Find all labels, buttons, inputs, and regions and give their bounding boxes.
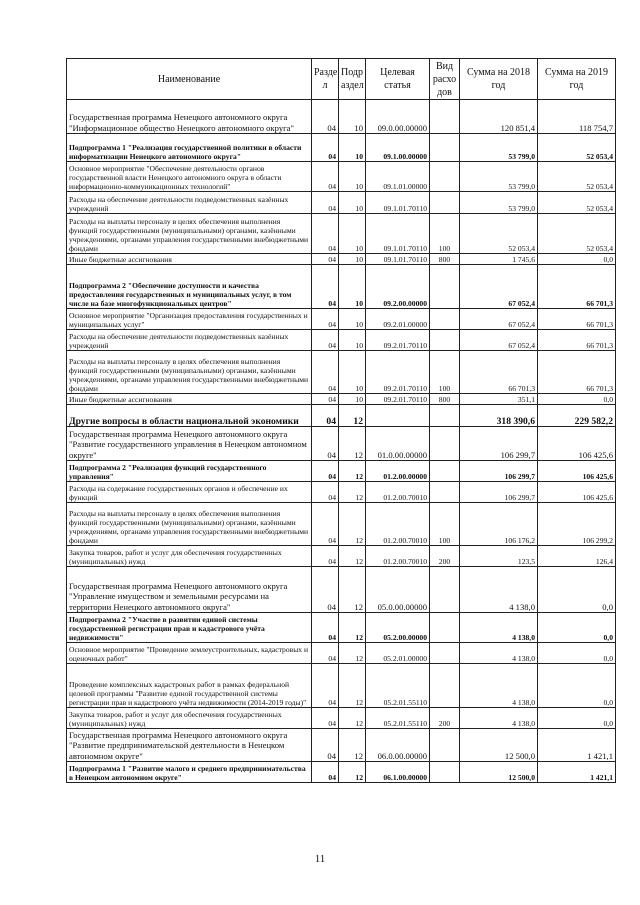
row-sum-2018: 53 799,0: [460, 192, 538, 214]
row-sum-2019: 52 053,4: [538, 192, 616, 214]
row-sum-2018: 52 053,4: [460, 214, 538, 254]
row-sum-2018: 67 052,4: [460, 309, 538, 330]
row-subsection: 12: [339, 482, 366, 503]
row-sum-2019: 118 754,7: [538, 100, 616, 134]
row-section: 04: [312, 192, 339, 214]
row-sum-2019: 0,0: [538, 254, 616, 265]
row-sum-2018: 4 138,0: [460, 664, 538, 708]
row-sum-2018: 53 799,0: [460, 162, 538, 192]
row-sum-2018: 4 138,0: [460, 567, 538, 613]
row-name: Подпрограмма 1 "Реализация государственной политики в области информатизации Ненецкого автономного округа": [67, 134, 312, 162]
row-name: Государственная программа Ненецкого автономного округа "Развитие предпринимательской деятельности в Ненецком автономном округе": [67, 729, 312, 762]
row-subsection: 10: [339, 351, 366, 394]
row-sum-2019: 66 701,3: [538, 351, 616, 394]
row-target: 01.2.00.70010: [366, 482, 430, 503]
row-section: 04: [312, 461, 339, 482]
row-subsection: 10: [339, 162, 366, 192]
row-expense-type: 200: [430, 546, 460, 567]
row-name: Расходы на выплаты персоналу в целях обеспечения выполнения функций государственными (муниципальными) органами, казёнными учреждениями, органами управления государственными внебюджетными фондами: [67, 503, 312, 546]
row-sum-2018: 1 745,6: [460, 254, 538, 265]
row-name: Иные бюджетные ассигнования: [67, 394, 312, 405]
header-sum-2018: Сумма на 2018 год: [460, 59, 538, 100]
row-name: Расходы на обеспечение деятельности подведомственных казённых учреждений: [67, 192, 312, 214]
row-sum-2018: 53 799,0: [460, 134, 538, 162]
row-expense-type: [430, 613, 460, 643]
header-sum-2019: Сумма на 2019 год: [538, 59, 616, 100]
header-section: Разде л: [312, 59, 339, 100]
row-target: 09.2.01.70110: [366, 330, 430, 351]
header-expense-type: Вид расхо дов: [430, 59, 460, 100]
row-subsection: 12: [339, 762, 366, 783]
row-expense-type: 800: [430, 394, 460, 405]
row-target: 09.2.01.70110: [366, 394, 430, 405]
row-target: 01.2.00.00000: [366, 461, 430, 482]
table-row: [67, 330, 616, 351]
row-target: [366, 405, 430, 427]
page-number: 11: [314, 853, 326, 865]
table-row: [67, 762, 616, 783]
row-name: Иные бюджетные ассигнования: [67, 254, 312, 265]
row-subsection: 12: [339, 461, 366, 482]
budget-table: [66, 58, 616, 783]
row-subsection: 12: [339, 729, 366, 762]
table-row: [67, 503, 616, 546]
row-subsection: 10: [339, 330, 366, 351]
row-sum-2018: 67 052,4: [460, 265, 538, 309]
table-row: [67, 613, 616, 643]
header-name: Наименование: [67, 59, 312, 100]
row-section: 04: [312, 134, 339, 162]
row-sum-2018: 4 138,0: [460, 643, 538, 664]
row-name: Подпрограмма 1 "Развитие малого и среднего предпринимательства в Ненецком автономном округе": [67, 762, 312, 783]
table-row: [67, 351, 616, 394]
row-expense-type: [430, 100, 460, 134]
table-row: [67, 265, 616, 309]
row-section: 04: [312, 643, 339, 664]
header-target: Целевая статья: [366, 59, 430, 100]
row-sum-2019: 66 701,3: [538, 265, 616, 309]
row-subsection: 12: [339, 546, 366, 567]
row-name: Проведение комплексных кадастровых работ в рамках федеральной целевой программы "Развитие единой государственной системы регистрации прав и кадастрового учёта недвижимости (2014-2019 годы)": [67, 664, 312, 708]
row-target: 09.1.01.70110: [366, 254, 430, 265]
row-sum-2019: 66 701,3: [538, 330, 616, 351]
row-sum-2019: 0,0: [538, 394, 616, 405]
row-expense-type: [430, 461, 460, 482]
table-row: [67, 546, 616, 567]
row-name: Подпрограмма 2 "Участие в развитии единой системы государственной регистрации прав и кадастрового учёта недвижимости": [67, 613, 312, 643]
row-target: 09.2.01.70110: [366, 351, 430, 394]
row-sum-2019: 106 425,6: [538, 461, 616, 482]
row-expense-type: [430, 309, 460, 330]
row-subsection: 12: [339, 427, 366, 461]
row-name: Основное мероприятие "Проведение землеустроительных, кадастровых и оценочных работ": [67, 643, 312, 664]
row-sum-2018: 67 052,4: [460, 330, 538, 351]
header-subsection: Подр аздел: [339, 59, 366, 100]
row-expense-type: [430, 762, 460, 783]
row-target: 05.0.00.00000: [366, 567, 430, 613]
row-name: Другие вопросы в области национальной экономики: [67, 405, 312, 427]
row-expense-type: 100: [430, 351, 460, 394]
row-target: 05.2.01.55110: [366, 664, 430, 708]
table-row: [67, 708, 616, 729]
table-row: [67, 162, 616, 192]
row-target: 05.2.01.55110: [366, 708, 430, 729]
row-section: 04: [312, 254, 339, 265]
row-name: Расходы на содержание государственных органов и обеспечение их функций: [67, 482, 312, 503]
row-sum-2019: 0,0: [538, 708, 616, 729]
row-section: 04: [312, 309, 339, 330]
row-subsection: 10: [339, 134, 366, 162]
row-sum-2019: 126,4: [538, 546, 616, 567]
table-row: [67, 643, 616, 664]
row-sum-2019: 0,0: [538, 664, 616, 708]
row-sum-2019: 0,0: [538, 567, 616, 613]
row-target: 06.0.00.00000: [366, 729, 430, 762]
row-sum-2018: 106 299,7: [460, 482, 538, 503]
row-section: 04: [312, 613, 339, 643]
row-target: 09.0.00.00000: [366, 100, 430, 134]
row-sum-2018: 106 299,7: [460, 427, 538, 461]
row-expense-type: [430, 405, 460, 427]
row-subsection: 10: [339, 192, 366, 214]
row-section: 04: [312, 100, 339, 134]
row-name: Государственная программа Ненецкого автономного округа "Управление имуществом и земельными ресурсами на территории Ненецкого автономного округа": [67, 567, 312, 613]
row-sum-2019: 0,0: [538, 643, 616, 664]
row-expense-type: [430, 330, 460, 351]
row-sum-2018: 106 299,7: [460, 461, 538, 482]
row-sum-2019: 52 053,4: [538, 214, 616, 254]
row-section: 04: [312, 708, 339, 729]
row-name: Расходы на обеспечение деятельности подведомственных казённых учреждений: [67, 330, 312, 351]
row-target: 05.2.00.00000: [366, 613, 430, 643]
row-subsection: 12: [339, 643, 366, 664]
row-target: 09.1.00.00000: [366, 134, 430, 162]
row-sum-2018: 4 138,0: [460, 613, 538, 643]
row-subsection: 12: [339, 664, 366, 708]
row-expense-type: [430, 482, 460, 503]
table-row: [67, 567, 616, 613]
row-name: Расходы на выплаты персоналу в целях обеспечения выполнения функций государственными (муниципальными) органами, казёнными учреждениями, органами управления государственными внебюджетными фондами: [67, 214, 312, 254]
row-expense-type: [430, 729, 460, 762]
row-name: Основное мероприятие "Обеспечение деятельности органов государственной власти Ненецкого автономного округа в области информационно-коммуникационных технологий": [67, 162, 312, 192]
row-target: 09.1.01.70110: [366, 192, 430, 214]
row-subsection: 10: [339, 254, 366, 265]
table-row: [67, 427, 616, 461]
table-row: [67, 309, 616, 330]
row-target: 09.2.01.00000: [366, 309, 430, 330]
row-sum-2019: 1 421,1: [538, 762, 616, 783]
table-row: [67, 134, 616, 162]
row-subsection: 10: [339, 265, 366, 309]
row-expense-type: [430, 265, 460, 309]
table-row: [67, 214, 616, 254]
row-subsection: 10: [339, 309, 366, 330]
row-subsection: 10: [339, 394, 366, 405]
table-row: [67, 100, 616, 134]
row-sum-2018: 120 851,4: [460, 100, 538, 134]
table-header-row: [67, 59, 616, 100]
table-row: [67, 192, 616, 214]
row-target: 06.1.00.00000: [366, 762, 430, 783]
row-name: Государственная программа Ненецкого автономного округа "Информационное общество Ненецкого автономного округа": [67, 100, 312, 134]
row-sum-2019: 0,0: [538, 613, 616, 643]
row-section: 04: [312, 394, 339, 405]
row-expense-type: 100: [430, 214, 460, 254]
row-sum-2018: 318 390,6: [460, 405, 538, 427]
table-row: [67, 394, 616, 405]
row-subsection: 12: [339, 567, 366, 613]
row-section: 04: [312, 503, 339, 546]
row-expense-type: 100: [430, 503, 460, 546]
row-name: Закупка товаров, работ и услуг для обеспечения государственных (муниципальных) нужд: [67, 546, 312, 567]
row-sum-2018: 66 701,3: [460, 351, 538, 394]
row-expense-type: 800: [430, 254, 460, 265]
row-expense-type: [430, 567, 460, 613]
row-target: 01.0.00.00000: [366, 427, 430, 461]
row-expense-type: [430, 192, 460, 214]
row-sum-2018: 12 500,0: [460, 762, 538, 783]
row-section: 04: [312, 330, 339, 351]
row-sum-2018: 12 500,0: [460, 729, 538, 762]
row-section: 04: [312, 427, 339, 461]
table-row: [67, 254, 616, 265]
row-target: 09.1.01.00000: [366, 162, 430, 192]
row-name: Государственная программа Ненецкого автономного округа "Развитие государственного управления в Ненецком автономном округе": [67, 427, 312, 461]
row-subsection: 10: [339, 214, 366, 254]
row-sum-2019: 106 425,6: [538, 427, 616, 461]
row-sum-2019: 1 421,1: [538, 729, 616, 762]
row-section: 04: [312, 482, 339, 503]
row-target: 01.2.00.70010: [366, 546, 430, 567]
row-sum-2019: 52 053,4: [538, 134, 616, 162]
row-section: 04: [312, 567, 339, 613]
row-section: 04: [312, 762, 339, 783]
row-subsection: 12: [339, 613, 366, 643]
row-expense-type: [430, 162, 460, 192]
row-target: 05.2.01.00000: [366, 643, 430, 664]
row-name: Основное мероприятие "Организация предоставления государственных и муниципальных услуг": [67, 309, 312, 330]
row-sum-2018: 106 176,2: [460, 503, 538, 546]
table-row: [67, 405, 616, 427]
row-target: 01.2.00.70010: [366, 503, 430, 546]
row-subsection: 12: [339, 708, 366, 729]
row-target: 09.1.01.70110: [366, 214, 430, 254]
row-expense-type: 200: [430, 708, 460, 729]
row-name: Подпрограмма 2 "Обеспечение доступности и качества предоставления государственных и муниципальных услуг, в том числе на базе многофункциональных центров": [67, 265, 312, 309]
row-sum-2018: 351,1: [460, 394, 538, 405]
table-row: [67, 482, 616, 503]
row-section: 04: [312, 214, 339, 254]
row-name: Подпрограмма 2 "Реализация функций государственного управления": [67, 461, 312, 482]
row-expense-type: [430, 427, 460, 461]
row-sum-2019: 106 299,2: [538, 503, 616, 546]
table-row: [67, 729, 616, 762]
row-section: 04: [312, 351, 339, 394]
row-sum-2019: 106 425,6: [538, 482, 616, 503]
row-sum-2019: 229 582,2: [538, 405, 616, 427]
row-sum-2018: 4 138,0: [460, 708, 538, 729]
row-name: Закупка товаров, работ и услуг для обеспечения государственных (муниципальных) нужд: [67, 708, 312, 729]
row-sum-2019: 52 053,4: [538, 162, 616, 192]
row-name: Расходы на выплаты персоналу в целях обеспечения выполнения функций государственными (муниципальными) органами, казёнными учреждениями, органами управления государственными внебюджетными фондами: [67, 351, 312, 394]
row-expense-type: [430, 134, 460, 162]
row-section: 04: [312, 729, 339, 762]
table-row: [67, 461, 616, 482]
row-section: 04: [312, 546, 339, 567]
row-subsection: 12: [339, 503, 366, 546]
table-row: [67, 664, 616, 708]
row-subsection: 12: [339, 405, 366, 427]
row-section: 04: [312, 405, 339, 427]
row-subsection: 10: [339, 100, 366, 134]
row-expense-type: [430, 664, 460, 708]
row-section: 04: [312, 664, 339, 708]
row-section: 04: [312, 265, 339, 309]
row-sum-2018: 123,5: [460, 546, 538, 567]
row-sum-2019: 66 701,3: [538, 309, 616, 330]
row-expense-type: [430, 643, 460, 664]
row-section: 04: [312, 162, 339, 192]
row-target: 09.2.00.00000: [366, 265, 430, 309]
